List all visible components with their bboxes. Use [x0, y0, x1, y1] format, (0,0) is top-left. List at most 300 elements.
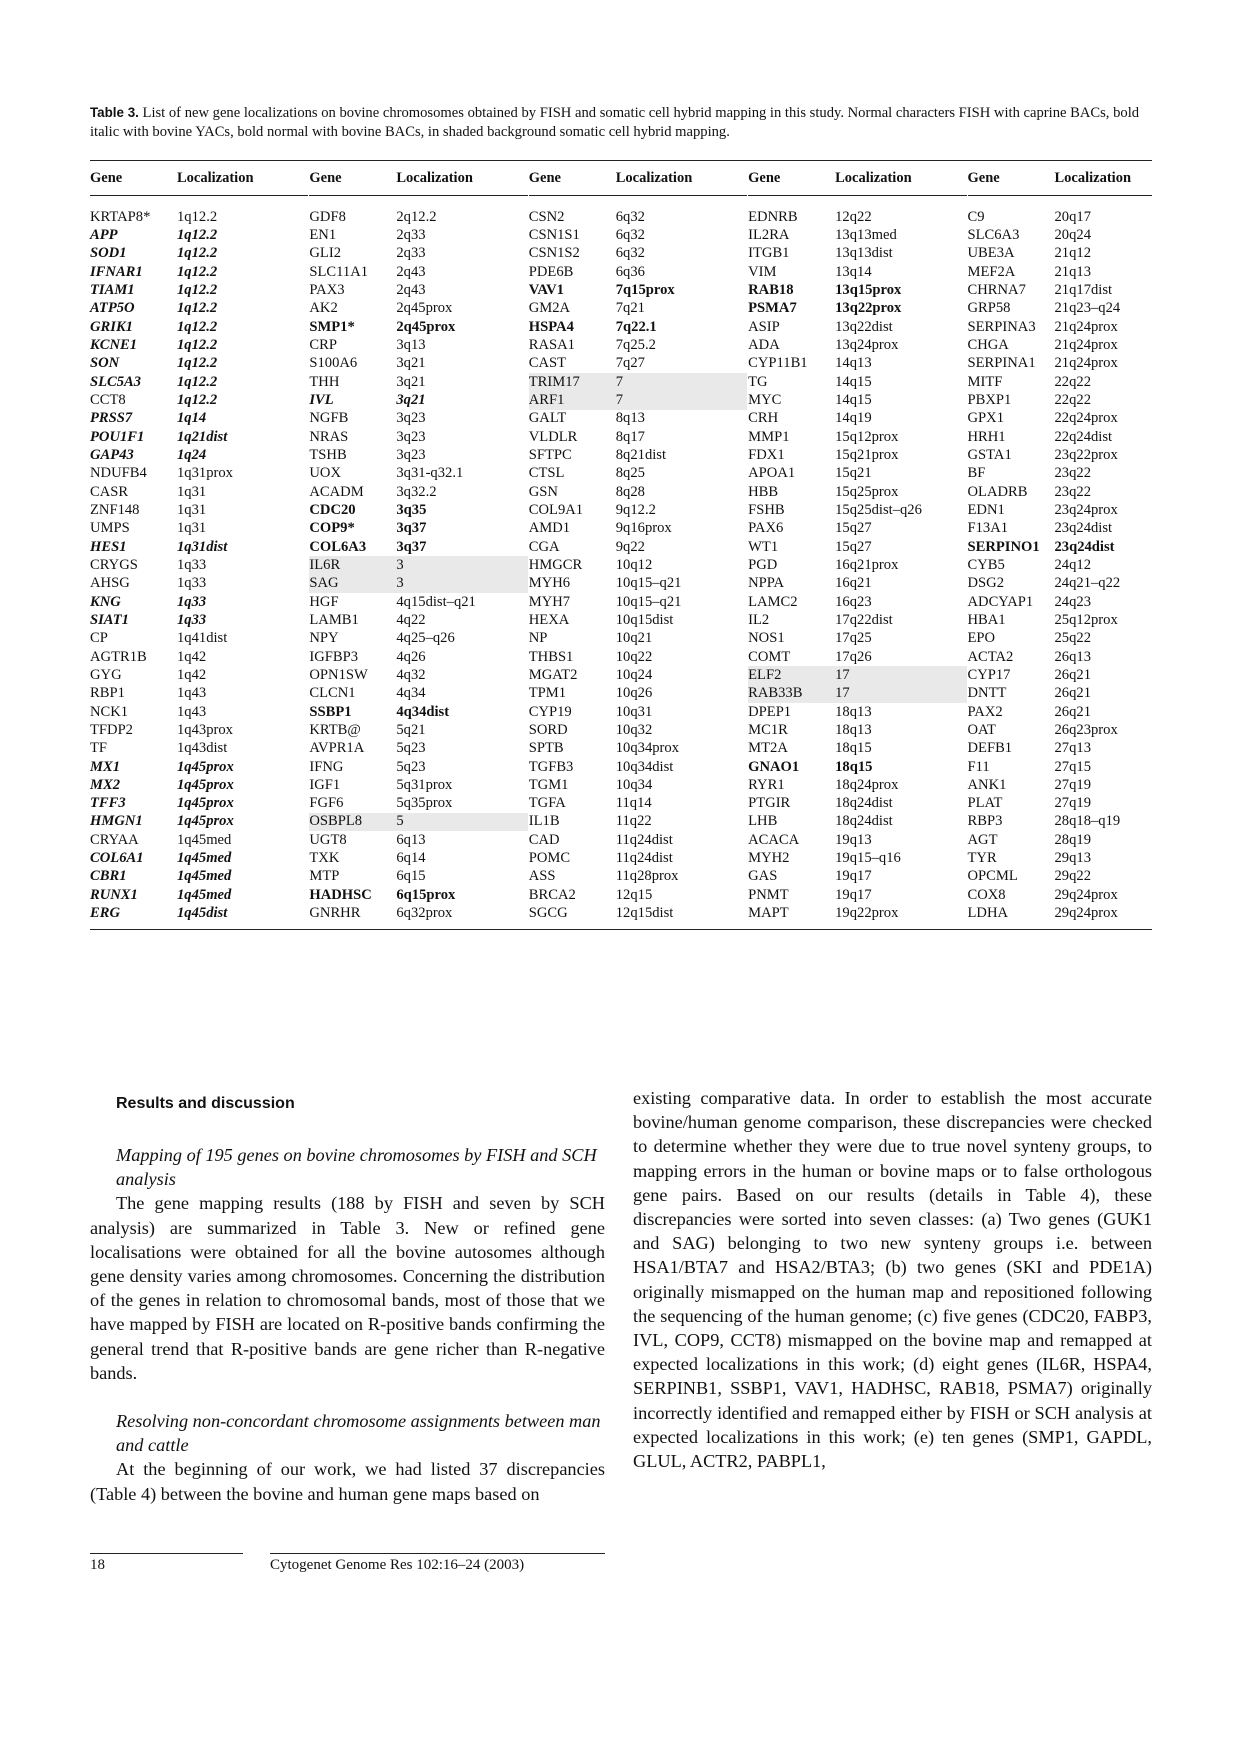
localization-cell: 10q12 [615, 556, 653, 573]
localization-cell: 2q43 [396, 281, 426, 298]
gene-cell: OSBPL8 [309, 813, 363, 830]
localization-cell: 20q17 [1054, 208, 1091, 225]
gene-cell: MYH7 [528, 593, 571, 610]
table-row [309, 740, 527, 758]
table-row [748, 520, 966, 538]
localization-cell: 9q16prox [615, 520, 672, 537]
localization-cell: 15q12prox [835, 428, 899, 445]
table-row [529, 886, 747, 904]
table-row [309, 208, 527, 226]
table-row [968, 263, 1152, 281]
gene-cell: HRH1 [967, 428, 1006, 445]
gene-cell: NGFB [309, 410, 349, 427]
gene-cell: MGAT2 [528, 666, 578, 683]
gene-cell: TFF3 [90, 795, 126, 812]
table-group [968, 208, 1152, 923]
subheading-resolving: Resolving non-concordant chromosome assignments between man and cattle [116, 1411, 601, 1456]
table-row [529, 630, 747, 648]
gene-cell: GNRHR [309, 905, 361, 922]
table-row [90, 556, 308, 574]
table-row [748, 904, 966, 922]
gene-cell: NCK1 [90, 703, 129, 720]
localization-cell: 17 [835, 666, 850, 683]
gene-cell: VIM [748, 263, 777, 280]
localization-cell: 10q22 [615, 648, 653, 665]
localization-cell: 26q13 [1054, 648, 1091, 665]
gene-cell: TSHB [309, 446, 347, 463]
localization-cell: 28q19 [1054, 831, 1091, 848]
localization-cell: 16q21 [835, 575, 872, 592]
localization-cell: 1q43 [177, 685, 207, 702]
table-row [748, 465, 966, 483]
gene-cell: GM2A [528, 300, 571, 317]
gene-cell: PBXP1 [967, 391, 1012, 408]
table-row [529, 648, 747, 666]
table-row [309, 886, 527, 904]
table-row [90, 648, 308, 666]
table-row [90, 611, 308, 629]
table-row [748, 666, 966, 684]
table-row [968, 740, 1152, 758]
localization-cell: 10q15–q21 [615, 575, 682, 592]
table-row [529, 226, 747, 244]
gene-cell: CASR [90, 483, 129, 500]
table-row [309, 611, 527, 629]
localization-cell: 5q31prox [396, 776, 453, 793]
table-row [90, 593, 308, 611]
table-row [90, 795, 308, 813]
gene-cell: GAS [748, 868, 778, 885]
table-row [529, 868, 747, 886]
table-row [90, 703, 308, 721]
localization-cell: 10q34prox [615, 740, 679, 757]
gene-cell: GSTA1 [967, 446, 1012, 463]
localization-cell: 4q22 [396, 611, 426, 628]
table-row [309, 501, 527, 519]
localization-cell: 15q25prox [835, 483, 899, 500]
table-row [90, 263, 308, 281]
gene-cell: FSHB [748, 501, 785, 518]
gene-cell: IL1B [528, 813, 560, 830]
table-row [968, 410, 1152, 428]
localization-cell: 4q26 [396, 648, 426, 665]
localization-cell: 13q14 [835, 263, 872, 280]
localization-cell: 1q12.2 [177, 318, 218, 335]
column-header-gene: Gene [528, 169, 561, 186]
table-row [90, 281, 308, 299]
localization-cell: 1q12.2 [177, 300, 218, 317]
localization-cell: 6q36 [615, 263, 645, 280]
gene-cell: IL6R [309, 556, 341, 573]
localization-cell: 6q15prox [396, 886, 456, 903]
gene-cell: NPPA [748, 575, 785, 592]
table-row [90, 538, 308, 556]
gene-cell: RYR1 [748, 776, 785, 793]
paragraph-continued: existing comparative data. In order to establish the most accurate bovine/human genome comparison, these discrepancies were checked to determine whether they were due to true novel synteny groups, to mapping errors in the human or bovine maps or to false orthologous gene pairs. Based on our results (details in Table 4), these discrepancies were sorted into seven classes: (a) Two genes (GUK1 and SAG) belonging to two new synteny groups i.e. between HSA1/BTA7 and HSA2/BTA3; (b) two genes (SKI and PDE1A) originally mismapped on the human map and repositioned following the sequencing of the human genome; (c) five genes (CDC20, FABP3, IVL, COP9, CCT8) mismapped on the bovine map and remapped at expected localizations in this work; (d) eight genes (IL6R, HSPA4, SERPINB1, SSBP1, VAV1, HADHSC, RAB18, PSMA7) originally incorrectly identified and remapped either by FISH or SCH analysis at expected localizations in this work; (e) ten genes (SMP1, GAPDL, GLUL, ACTR2, PABPL1, [633, 1088, 1152, 1472]
table-bottom-rule [90, 929, 1152, 930]
table-row [529, 611, 747, 629]
gene-cell: ACTA2 [967, 648, 1014, 665]
localization-cell: 27q19 [1054, 795, 1091, 812]
table-row [90, 666, 308, 684]
table-row [309, 685, 527, 703]
table-row [309, 391, 527, 409]
localization-cell: 23q22 [1054, 465, 1091, 482]
gene-cell: ANK1 [967, 776, 1007, 793]
localization-cell: 16q23 [835, 593, 872, 610]
localization-cell: 11q28prox [615, 868, 679, 885]
column-header-gene: Gene [309, 169, 342, 186]
table-row [968, 666, 1152, 684]
localization-cell: 1q12.2 [177, 263, 218, 280]
right-text-column [633, 1086, 1152, 1473]
localization-cell: 18q24prox [835, 776, 899, 793]
gene-cell: MEF2A [967, 263, 1016, 280]
gene-cell: CRP [309, 336, 337, 353]
localization-cell: 6q32 [615, 208, 645, 225]
table-row [748, 630, 966, 648]
localization-cell: 15q21prox [835, 446, 899, 463]
gene-cell: ZNF148 [90, 501, 140, 518]
table-row [968, 849, 1152, 867]
table-row [90, 465, 308, 483]
localization-cell: 19q15–q16 [835, 850, 901, 867]
localization-cell: 8q21dist [615, 446, 667, 463]
gene-cell: MC1R [748, 721, 788, 738]
table-row [968, 611, 1152, 629]
localization-cell: 1q42 [177, 666, 207, 683]
table-row [309, 245, 527, 263]
localization-cell: 26q21 [1054, 685, 1091, 702]
gene-cell: HGF [309, 593, 339, 610]
localization-cell: 22q24prox [1054, 410, 1118, 427]
gene-cell: HBA1 [967, 611, 1006, 628]
table-row [968, 886, 1152, 904]
page-number: 18 [90, 1557, 105, 1573]
gene-cell: LHB [748, 813, 778, 830]
table-row [90, 483, 308, 501]
gene-cell: CCT8 [90, 391, 126, 408]
gene-cell: THBS1 [528, 648, 574, 665]
gene-cell: AVPR1A [309, 740, 365, 757]
localization-cell: 24q12 [1054, 556, 1091, 573]
table-row [968, 300, 1152, 318]
localization-cell: 1q12.2 [177, 373, 218, 390]
gene-cell: FGF6 [309, 795, 344, 812]
gene-cell: DEFB1 [967, 740, 1013, 757]
table-row [90, 428, 308, 446]
table-group-header [309, 161, 527, 196]
gene-cell: UMPS [90, 520, 130, 537]
localization-cell: 16q21prox [835, 556, 899, 573]
localization-cell: 8q25 [615, 465, 645, 482]
localization-cell: 10q34 [615, 776, 653, 793]
table-row [748, 758, 966, 776]
table-row [748, 886, 966, 904]
table-row [529, 795, 747, 813]
localization-cell: 3 [396, 575, 404, 592]
table-row [309, 446, 527, 464]
gene-cell: CAD [528, 831, 560, 848]
localization-cell: 3q35 [396, 501, 427, 518]
table-row [529, 831, 747, 849]
gene-cell: TG [748, 373, 768, 390]
localization-cell: 26q21 [1054, 703, 1091, 720]
localization-cell: 18q15 [835, 740, 872, 757]
gene-cell: TGFA [528, 795, 566, 812]
table-row [309, 428, 527, 446]
table-row [309, 776, 527, 794]
table-row [748, 410, 966, 428]
gene-localization-table [90, 160, 1152, 930]
gene-cell: UBE3A [967, 245, 1015, 262]
table-row [968, 281, 1152, 299]
table-row [748, 245, 966, 263]
gene-cell: CDC20 [309, 501, 356, 518]
gene-cell: OPN1SW [309, 666, 368, 683]
table-row [748, 318, 966, 336]
gene-cell: CYP17 [967, 666, 1011, 683]
localization-cell: 8q13 [615, 410, 645, 427]
localization-cell: 3q23 [396, 446, 426, 463]
table-row [968, 776, 1152, 794]
localization-cell: 10q15dist [615, 611, 674, 628]
localization-cell: 5q35prox [396, 795, 453, 812]
gene-cell: IL2 [748, 611, 770, 628]
table-row [529, 575, 747, 593]
gene-cell: GYG [90, 666, 122, 683]
table-row [90, 685, 308, 703]
table-row [90, 208, 308, 226]
localization-cell: 25q22 [1054, 630, 1091, 647]
localization-cell: 18q15 [835, 758, 873, 775]
table-row [748, 721, 966, 739]
gene-cell: MX1 [90, 758, 121, 775]
localization-cell: 1q45prox [177, 795, 234, 812]
column-header-localization: Localization [835, 169, 912, 186]
table-row [968, 904, 1152, 922]
localization-cell: 1q31 [177, 520, 207, 537]
table-row [529, 776, 747, 794]
table-row [90, 391, 308, 409]
gene-cell: RBP1 [90, 685, 125, 702]
table-group-header [968, 161, 1152, 196]
localization-cell: 1q12.2 [177, 281, 218, 298]
gene-cell: ACACA [748, 831, 800, 848]
table-row [309, 648, 527, 666]
localization-cell: 3q21 [396, 355, 426, 372]
gene-cell: CSN1S1 [528, 226, 580, 243]
localization-cell: 14q15 [835, 373, 872, 390]
localization-cell: 2q43 [396, 263, 426, 280]
gene-cell: TGFB3 [528, 758, 574, 775]
localization-cell: 4q32 [396, 666, 426, 683]
gene-cell: TRIM17 [528, 373, 580, 390]
gene-cell: ITGB1 [748, 245, 790, 262]
table-row [529, 740, 747, 758]
table-row [309, 318, 527, 336]
localization-cell: 26q23prox [1054, 721, 1118, 738]
table-row [968, 593, 1152, 611]
localization-cell: 17q22dist [835, 611, 893, 628]
localization-cell: 29q24prox [1054, 886, 1118, 903]
table-row [90, 904, 308, 922]
table-row [529, 446, 747, 464]
localization-cell: 1q43 [177, 703, 207, 720]
localization-cell: 23q22 [1054, 483, 1091, 500]
gene-cell: CSN2 [528, 208, 565, 225]
table-row [309, 263, 527, 281]
gene-cell: LAMC2 [748, 593, 798, 610]
localization-cell: 22q22 [1054, 373, 1091, 390]
gene-cell: NPY [309, 630, 339, 647]
localization-cell: 5q21 [396, 721, 426, 738]
journal-citation: Cytogenet Genome Res 102:16–24 (2003) [270, 1557, 525, 1573]
gene-cell: CSN1S2 [528, 245, 580, 262]
gene-cell: HBB [748, 483, 779, 500]
gene-cell: AK2 [309, 300, 338, 317]
localization-cell: 10q26 [615, 685, 653, 702]
gene-cell: PSMA7 [748, 300, 797, 317]
table-row [90, 520, 308, 538]
table-row [968, 226, 1152, 244]
table-group [90, 208, 308, 923]
table-row [968, 391, 1152, 409]
gene-cell: UOX [309, 465, 341, 482]
table-row [748, 575, 966, 593]
localization-cell: 21q23–q24 [1054, 300, 1121, 317]
gene-cell: SLC11A1 [309, 263, 369, 280]
table-row [748, 776, 966, 794]
table-row [90, 721, 308, 739]
column-header-localization: Localization [1054, 169, 1132, 186]
localization-cell: 3q31-q32.1 [396, 465, 464, 482]
localization-cell: 21q17dist [1054, 281, 1113, 298]
gene-cell: ELF2 [748, 666, 782, 683]
table-row [90, 630, 308, 648]
table-row [968, 831, 1152, 849]
gene-cell: C9 [967, 208, 985, 225]
localization-cell: 1q45med [177, 850, 232, 867]
gene-cell: SERPINA3 [967, 318, 1036, 335]
table-row [968, 575, 1152, 593]
table-row [748, 281, 966, 299]
gene-cell: HMGCR [528, 556, 583, 573]
localization-cell: 13q13dist [835, 245, 893, 262]
table-row [529, 703, 747, 721]
localization-cell: 5 [396, 813, 404, 830]
localization-cell: 4q25–q26 [396, 630, 455, 647]
gene-cell: ARF1 [528, 391, 565, 408]
gene-cell: SON [90, 355, 120, 372]
localization-cell: 12q15 [615, 886, 653, 903]
localization-cell: 2q45prox [396, 318, 456, 335]
gene-cell: PTGIR [748, 795, 791, 812]
table-row [529, 758, 747, 776]
gene-cell: HMGN1 [90, 813, 143, 830]
gene-cell: SERPINA1 [967, 355, 1036, 372]
localization-cell: 2q12.2 [396, 208, 437, 225]
localization-cell: 6q14 [396, 850, 426, 867]
gene-cell: MITF [967, 373, 1003, 390]
gene-cell: KRTAP8* [90, 208, 151, 225]
localization-cell: 3q21 [396, 391, 426, 408]
gene-cell: PRSS7 [90, 410, 133, 427]
localization-cell: 11q24dist [615, 831, 673, 848]
gene-cell: EPO [967, 630, 996, 647]
gene-cell: HES1 [90, 538, 127, 555]
gene-cell: NRAS [309, 428, 349, 445]
table-row [529, 355, 747, 373]
localization-cell: 1q12.2 [177, 245, 218, 262]
table-row [90, 740, 308, 758]
table-row [748, 849, 966, 867]
gene-cell: COP9* [309, 520, 355, 537]
gene-cell: TIAM1 [90, 281, 135, 298]
table-row [968, 336, 1152, 354]
gene-cell: CTSL [528, 465, 565, 482]
gene-cell: NOS1 [748, 630, 785, 647]
table-row [90, 886, 308, 904]
table-row [529, 813, 747, 831]
localization-cell: 2q45prox [396, 300, 453, 317]
table-row [748, 391, 966, 409]
localization-cell: 3q23 [396, 410, 426, 427]
localization-cell: 3q37 [396, 538, 427, 555]
table-row [748, 428, 966, 446]
gene-cell: ASIP [748, 318, 780, 335]
localization-cell: 7 [615, 373, 624, 390]
localization-cell: 23q24dist [1054, 538, 1115, 555]
localization-cell: 12q15dist [615, 905, 674, 922]
table-row [748, 611, 966, 629]
table-row [90, 758, 308, 776]
gene-cell: ASS [528, 868, 556, 885]
gene-cell: GNAO1 [748, 758, 800, 775]
table-row [309, 373, 527, 391]
table-row [968, 318, 1152, 336]
table-row [529, 501, 747, 519]
table-body [90, 196, 1152, 929]
localization-cell: 1q31dist [177, 538, 228, 555]
localization-cell: 10q15–q21 [615, 593, 682, 610]
localization-cell: 11q24dist [615, 850, 673, 867]
column-header-gene: Gene [748, 169, 781, 186]
localization-cell: 1q14 [177, 410, 207, 427]
localization-cell: 28q18–q19 [1054, 813, 1121, 830]
gene-cell: DNTT [967, 685, 1007, 702]
localization-cell: 6q32 [615, 226, 645, 243]
localization-cell: 27q19 [1054, 776, 1091, 793]
footer-rule-right [270, 1553, 605, 1554]
gene-cell: PAX3 [309, 281, 345, 298]
gene-cell: SIAT1 [90, 611, 129, 628]
localization-cell: 29q24prox [1054, 905, 1118, 922]
gene-cell: SAG [309, 575, 339, 592]
gene-cell: TXK [309, 850, 340, 867]
gene-cell: DSG2 [967, 575, 1004, 592]
table-row [529, 263, 747, 281]
gene-cell: TFDP2 [90, 721, 133, 738]
localization-cell: 21q24prox [1054, 355, 1118, 372]
gene-cell: CYP11B1 [748, 355, 808, 372]
localization-cell: 23q24prox [1054, 501, 1118, 518]
gene-cell: COL6A1 [90, 850, 144, 867]
localization-cell: 10q24 [615, 666, 653, 683]
localization-cell: 19q17 [835, 868, 872, 885]
table-row [968, 868, 1152, 886]
localization-cell: 3q23 [396, 428, 426, 445]
